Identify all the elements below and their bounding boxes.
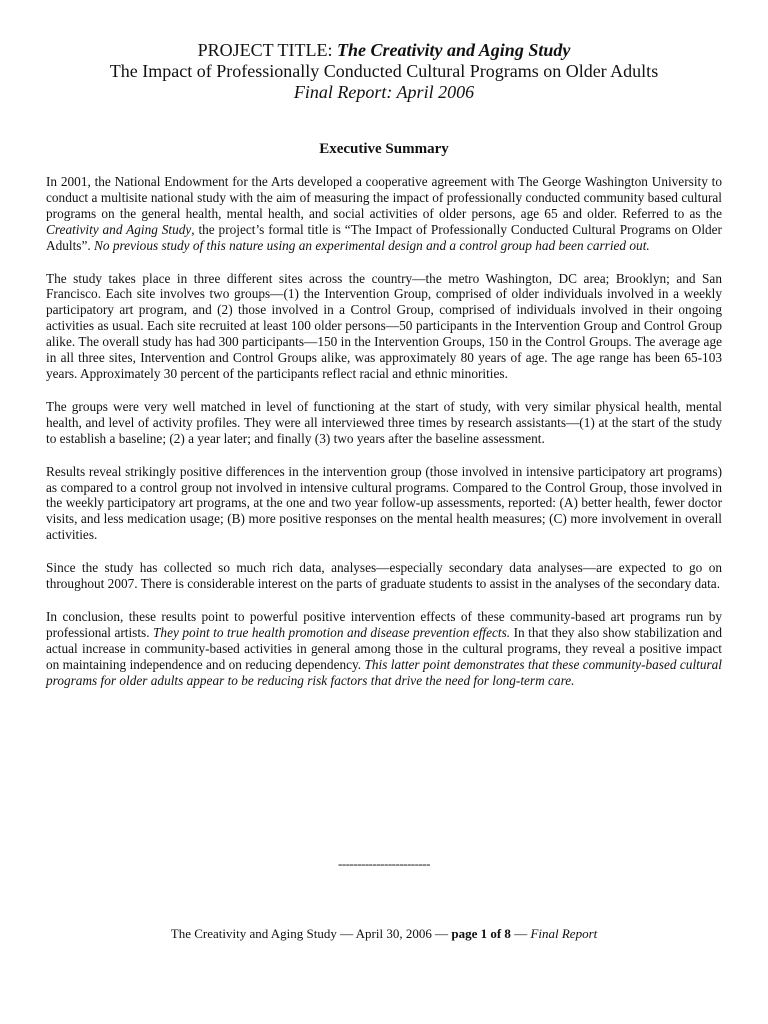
p6-emphasis-2: This latter point demonstrates that these community-based cultural programs for older adults appear to be reducing risk factors that drive the need for long-term care. [46, 656, 723, 688]
p1-study-name: Creativity and Aging Study [46, 221, 192, 237]
p6-text-a: In conclusion, these results point to powerful positive intervention effects of these community-based art programs run by professional artists. [46, 608, 722, 640]
p1-text-c: , the project’s formal title is “The Impact of Professionally Conducted Cultural Programs on Older Adults”. [46, 221, 722, 253]
paragraph-4: Results reveal strikingly positive differences in the intervention group (those involved in intensive participatory art programs) as compared to a control group not involved in intensive cultural programs. Compared to the Control Group, those involved in the weekly participatory art programs, at the one and two year follow-up assessments, reported: (A) better health, fewer doctor visits, and less medication usage; (B) more positive responses on the mental health measures; (C) more involvement in overall activities. [46, 463, 722, 543]
report-date: Final Report: April 2006 [293, 82, 475, 102]
footer-dash: — [514, 926, 528, 941]
footer-title: The Creativity and Aging Study — April 30, 2006 — [170, 926, 449, 941]
p6-emphasis-1: They point to true health promotion and disease prevention effects. [153, 624, 511, 640]
paragraph-3: The groups were very well matched in level of functioning at the start of study, with very similar physical health, mental health, and level of activity profiles. They were all interviewed three times by research assistants—(1) at the start of the study to establish a baseline; (2) a year later; and finally (3) two years after the baseline assessment. [46, 398, 722, 446]
project-subtitle: The Impact of Professionally Conducted Cultural Programs on Older Adults [109, 61, 659, 81]
p1-emphasis: No previous study of this nature using an experimental design and a control group had been carried out. [94, 237, 650, 253]
p6-text-c: In that they also show stabilization and actual increase in community-based activities in general among those in the cultural programs, they reveal a positive impact on maintaining independence and on reducing dependency. [46, 624, 722, 672]
project-title-name: The Creativity and Aging Study [336, 40, 571, 60]
paragraph-5: Since the study has collected so much rich data, analyses—especially secondary data analyses—are expected to go on throughout 2007. There is considerable interest on the parts of graduate students to assist in the analyses of the secondary data. [46, 560, 722, 592]
page-footer [0, 926, 768, 942]
document-header [0, 40, 768, 103]
p1-text-a: In 2001, the National Endowment for the Arts developed a cooperative agreement with The George Washington University to conduct a multisite national study with the aim of measuring the impact of professionally conducted community based cultural programs on the general health, mental health, and social activities of older persons, age 65 and older. Referred to as the [46, 174, 722, 221]
paragraph-6 [46, 609, 722, 689]
paragraph-1 [46, 174, 722, 254]
paragraph-2: The study takes place in three different sites across the country—the metro Washington, DC area; Brooklyn; and San Francisco. Each site involves two groups—(1) the Intervention Group, comprised of older individuals involved in a weekly participatory art program, and (2) those involved in a Control Group, comprised of individuals involved in their ongoing activities as usual. Each site recruited at least 100 older persons—50 participants in the Intervention Group and Control Group alike. The overall study has had 300 participants—150 in the Intervention Groups, 150 in the Control Groups. The average age in all three sites, Intervention and Control Groups alike, was approximately 80 years of age. The age range has been 65-103 years. Approximately 30 percent of the participants reflect racial and ethnic minorities. [46, 270, 722, 381]
summary-body [46, 174, 722, 705]
project-title-label: PROJECT TITLE: [197, 40, 333, 60]
project-title-line [0, 40, 768, 61]
section-heading: Executive Summary [319, 141, 449, 157]
section-separator: ------------------------ [338, 856, 430, 871]
footer-report-label: Final Report [530, 926, 598, 941]
footer-page-number: page 1 of 8 [451, 926, 511, 941]
